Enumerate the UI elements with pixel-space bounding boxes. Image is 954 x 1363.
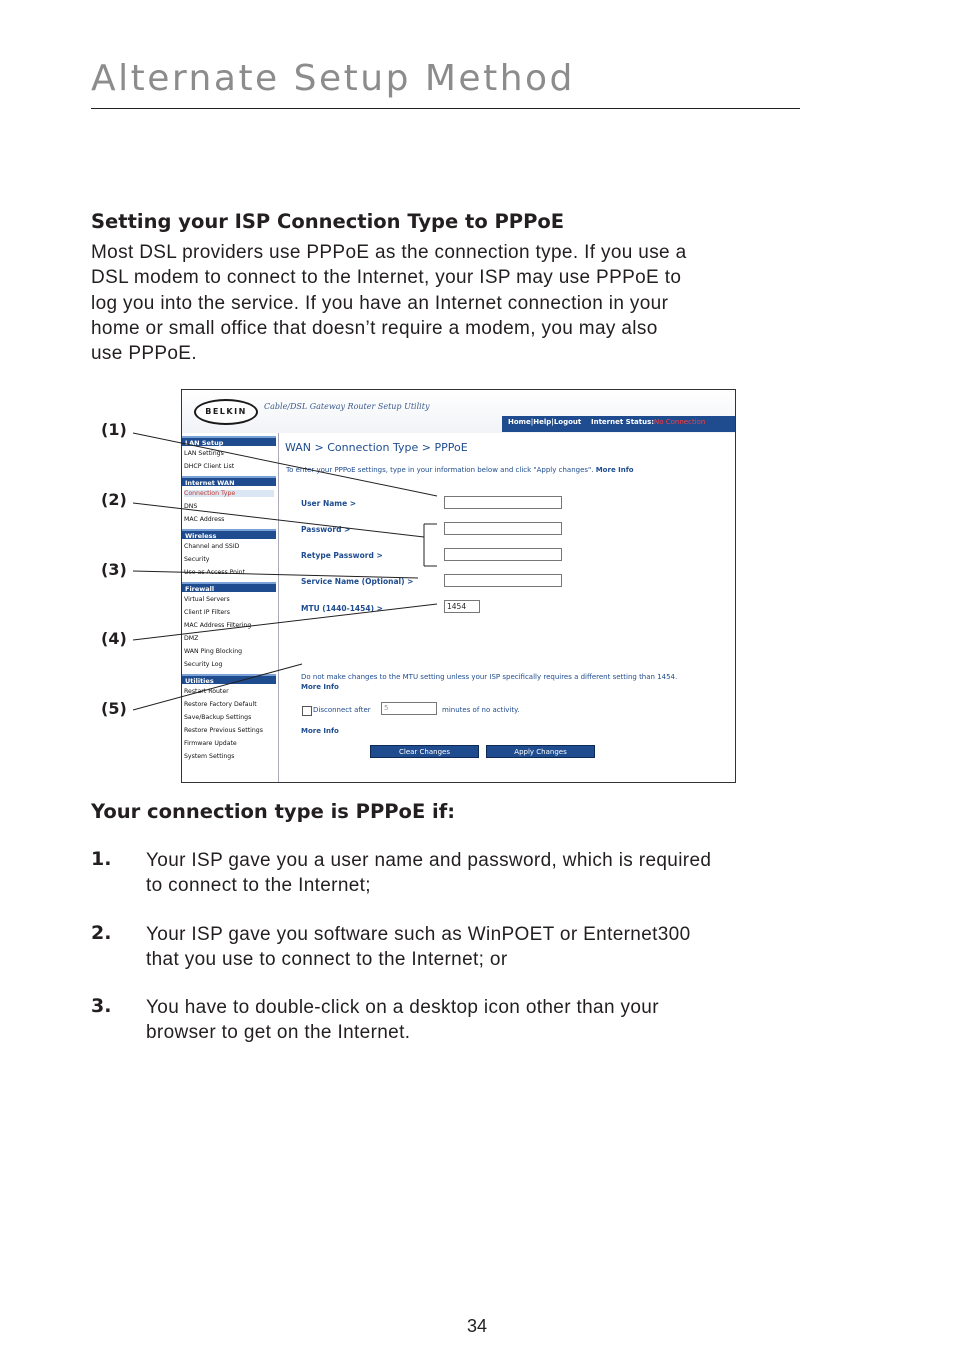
sidebar-item-client-ip-filters[interactable]: Client IP Filters	[184, 609, 230, 616]
sidebar-item-restore-previous-settings[interactable]: Restore Previous Settings	[184, 727, 263, 734]
page-title: Alternate Setup Method	[91, 58, 575, 99]
sidebar-header-firewall[interactable]: Firewall	[182, 582, 276, 592]
disconnect-suffix: minutes of no activity.	[442, 706, 520, 714]
callout-2: (2)	[101, 490, 127, 509]
service-name-input[interactable]	[444, 574, 562, 587]
criteria-heading: Your connection type is PPPoE if:	[91, 800, 456, 823]
sidebar-item-save-backup-settings[interactable]: Save/Backup Settings	[184, 714, 252, 721]
sidebar-item-channel-ssid[interactable]: Channel and SSID	[184, 543, 240, 550]
sidebar-item-dhcp-client-list[interactable]: DHCP Client List	[184, 463, 235, 470]
more-info-link[interactable]: More Info	[301, 727, 339, 735]
mtu-note	[301, 673, 681, 692]
retype-password-input[interactable]	[444, 548, 562, 561]
intro-line: log you into the service. If you have an Internet connection in your	[91, 292, 669, 314]
section-heading: Setting your ISP Connection Type to PPPoE	[91, 210, 565, 233]
internet-status-label: Internet Status:	[591, 418, 655, 426]
disconnect-label: Disconnect after	[313, 706, 371, 714]
sidebar-item-system-settings[interactable]: System Settings	[184, 753, 235, 760]
criteria-line: browser to get on the Internet.	[146, 1022, 411, 1044]
router-header	[182, 390, 735, 433]
intro-line: DSL modem to connect to the Internet, your ISP may use PPPoE to	[91, 267, 682, 289]
router-tagline: Cable/DSL Gateway Router Setup Utility	[264, 402, 430, 411]
callout-3: (3)	[101, 560, 127, 579]
callout-1: (1)	[101, 420, 127, 439]
apply-changes-button[interactable]: Apply Changes	[486, 745, 595, 758]
sidebar-item-use-as-access-point[interactable]: Use as Access Point	[184, 569, 246, 576]
mtu-input[interactable]: 1454	[444, 600, 480, 613]
user-name-label: User Name >	[301, 499, 357, 508]
sidebar-item-firmware-update[interactable]: Firmware Update	[184, 740, 237, 747]
retype-password-label: Retype Password >	[301, 551, 383, 560]
sidebar-item-dns[interactable]: DNS	[184, 503, 198, 510]
page-number: 34	[466, 1316, 488, 1336]
mtu-label: MTU (1440-1454) >	[301, 604, 383, 613]
criteria-number-3: 3.	[91, 995, 112, 1017]
sidebar-header-wireless[interactable]: Wireless	[182, 529, 276, 539]
router-ui-screenshot	[181, 389, 736, 783]
router-sidebar	[182, 433, 279, 782]
title-divider	[91, 108, 800, 109]
router-content	[279, 433, 735, 782]
sidebar-item-mac-address[interactable]: MAC Address	[184, 516, 225, 523]
criteria-line: You have to double-click on a desktop icon other than your	[146, 997, 659, 1018]
sidebar-item-dmz[interactable]: DMZ	[184, 635, 199, 642]
instruction-body: To enter your PPPoE settings, type in your information below and click "Apply changes".	[286, 466, 594, 474]
intro-line: use PPPoE.	[91, 343, 197, 365]
sidebar-item-virtual-servers[interactable]: Virtual Servers	[184, 596, 230, 603]
sidebar-item-restart-router[interactable]: Restart Router	[184, 688, 229, 695]
intro-line: Most DSL providers use PPPoE as the connection type. If you use a	[91, 242, 687, 263]
disconnect-minutes-input[interactable]: 5	[381, 702, 437, 715]
intro-line: home or small office that doesn’t require a modem, you may also	[91, 317, 658, 339]
callout-4: (4)	[101, 629, 127, 648]
service-name-label: Service Name (Optional) >	[301, 577, 414, 586]
password-input[interactable]	[444, 522, 562, 535]
sidebar-item-connection-type[interactable]: Connection Type	[184, 490, 274, 497]
internet-status-value: No Connection	[654, 418, 706, 426]
belkin-logo: BELKIN	[194, 399, 258, 425]
clear-changes-button[interactable]: Clear Changes	[370, 745, 479, 758]
criteria-item-3	[146, 995, 806, 1046]
callout-5: (5)	[101, 699, 127, 718]
sidebar-header-lan-setup[interactable]: LAN Setup	[182, 436, 276, 446]
criteria-number-2: 2.	[91, 922, 112, 944]
criteria-line: to connect to the Internet;	[146, 875, 371, 897]
criteria-line: Your ISP gave you a user name and password, which is required	[146, 850, 712, 871]
sidebar-header-internet-wan[interactable]: Internet WAN	[182, 476, 276, 486]
nav-links[interactable]: Home|Help|Logout	[508, 418, 582, 426]
sidebar-item-mac-address-filtering[interactable]: MAC Address Filtering	[184, 622, 252, 629]
password-label: Password >	[301, 525, 351, 534]
criteria-item-2	[146, 922, 806, 973]
sidebar-item-wan-ping-blocking[interactable]: WAN Ping Blocking	[184, 648, 243, 655]
sidebar-item-restore-factory-default[interactable]: Restore Factory Default	[184, 701, 257, 708]
criteria-line: Your ISP gave you software such as WinPOET or Enternet300	[146, 924, 691, 945]
breadcrumb: WAN > Connection Type > PPPoE	[285, 441, 468, 454]
instruction-text	[286, 466, 706, 476]
criteria-line: that you use to connect to the Internet; or	[146, 949, 508, 971]
criteria-number-1: 1.	[91, 848, 112, 870]
sidebar-header-utilities[interactable]: Utilities	[182, 674, 276, 684]
mtu-note-more-info-link[interactable]: More Info	[301, 682, 339, 691]
user-name-input[interactable]	[444, 496, 562, 509]
intro-paragraph	[91, 240, 791, 366]
criteria-item-1	[146, 848, 806, 899]
mtu-note-body: Do not make changes to the MTU setting unless your ISP specifically requires a different setting than 1454.	[301, 673, 678, 681]
instruction-more-info-link[interactable]: More Info	[595, 466, 634, 474]
router-nav-bar	[502, 416, 735, 432]
sidebar-item-security-log[interactable]: Security Log	[184, 661, 223, 668]
disconnect-checkbox[interactable]	[302, 706, 312, 716]
sidebar-item-lan-settings[interactable]: LAN Settings	[184, 450, 224, 457]
sidebar-item-security[interactable]: Security	[184, 556, 210, 563]
